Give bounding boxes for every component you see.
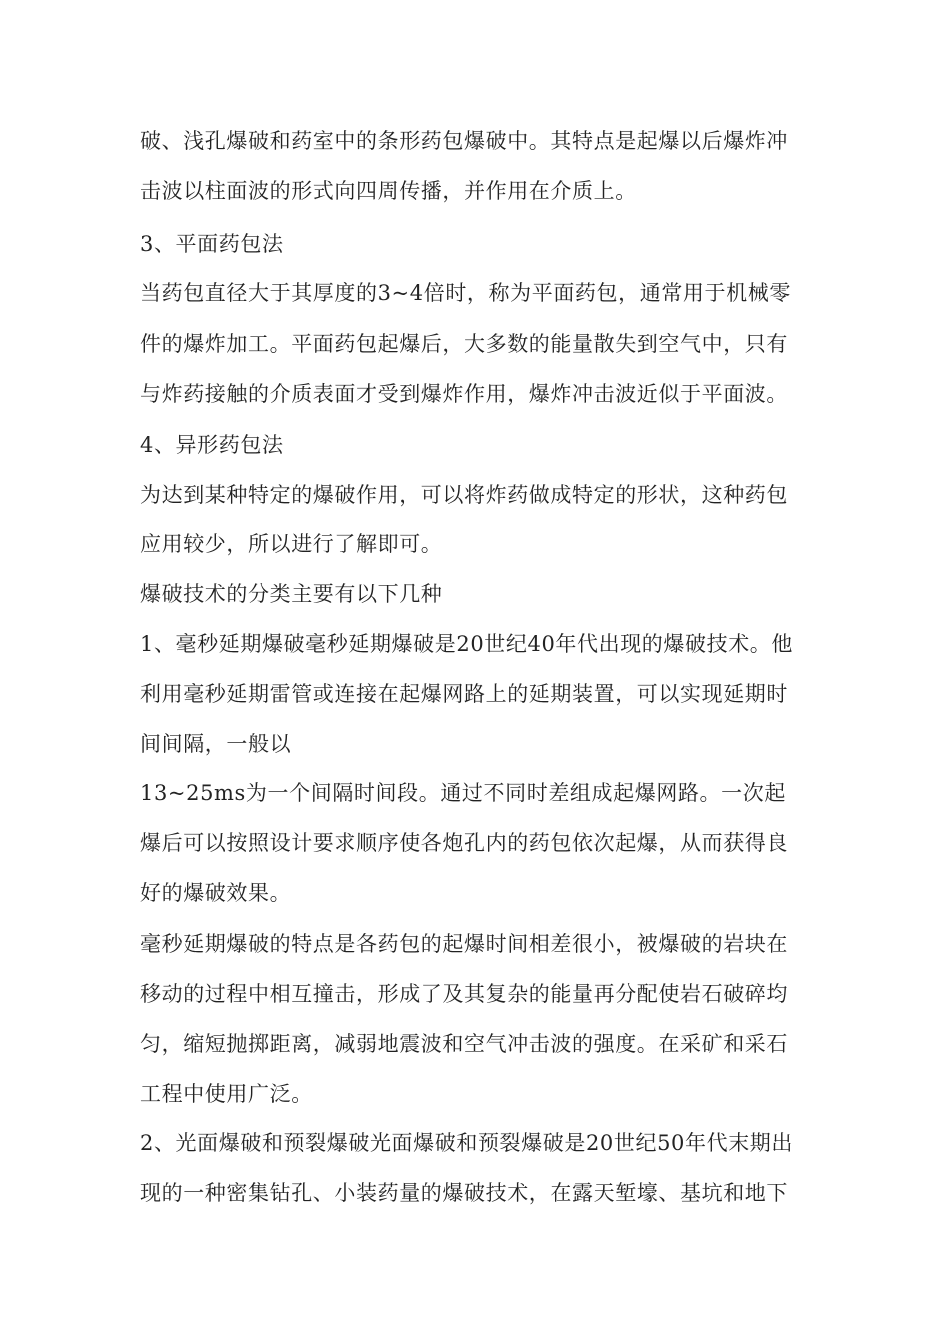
text-line: 匀，缩短抛掷距离，减弱地震波和空气冲击波的强度。在采矿和采石 [140, 1032, 788, 1056]
text-line: 1、毫秒延期爆破毫秒延期爆破是20世纪40年代出现的爆破技术。他 [140, 632, 794, 656]
text-line: 工程中使用广泛。 [140, 1082, 313, 1106]
text-line: 间间隔，一般以 [140, 732, 292, 756]
text-line: 件的爆炸加工。平面药包起爆后，大多数的能量散失到空气中，只有 [140, 332, 788, 356]
section-heading: 4、异形药包法 [140, 433, 284, 457]
text-line: 爆后可以按照设计要求顺序使各炮孔内的药包依次起爆，从而获得良 [140, 831, 788, 855]
text-line: 毫秒延期爆破的特点是各药包的起爆时间相差很小，被爆破的岩块在 [140, 932, 788, 956]
text-line: 好的爆破效果。 [140, 881, 292, 905]
text-line: 破、浅孔爆破和药室中的条形药包爆破中。其特点是起爆以后爆炸冲 [140, 129, 788, 153]
text-line: 击波以柱面波的形式向四周传播，并作用在介质上。 [140, 179, 637, 203]
section-heading: 爆破技术的分类主要有以下几种 [140, 582, 443, 606]
text-line: 移动的过程中相互撞击，形成了及其复杂的能量再分配使岩石破碎均 [140, 982, 788, 1006]
text-line: 当药包直径大于其厚度的3~4倍时，称为平面药包，通常用于机械零 [140, 281, 791, 305]
text-line: 与炸药接触的介质表面才受到爆炸作用，爆炸冲击波近似于平面波。 [140, 382, 788, 406]
text-line: 应用较少，所以进行了解即可。 [140, 532, 443, 556]
text-line: 13~25ms为一个间隔时间段。通过不同时差组成起爆网路。一次起 [140, 781, 786, 805]
text-line: 为达到某种特定的爆破作用，可以将炸药做成特定的形状，这种药包 [140, 483, 788, 507]
text-line: 利用毫秒延期雷管或连接在起爆网路上的延期装置，可以实现延期时 [140, 682, 788, 706]
section-heading: 3、平面药包法 [140, 232, 284, 256]
text-line: 2、光面爆破和预裂爆破光面爆破和预裂爆破是20世纪50年代末期出 [140, 1131, 794, 1155]
text-line: 现的一种密集钻孔、小装药量的爆破技术，在露天堑壕、基坑和地下 [140, 1181, 788, 1205]
